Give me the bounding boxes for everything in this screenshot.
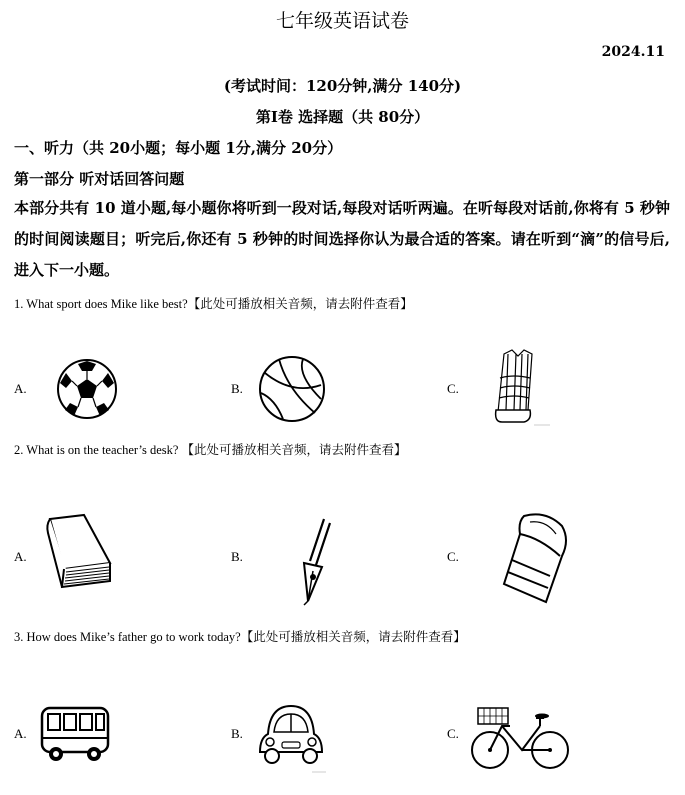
exam-info: (考试时间：120分钟,满分 140分): [223, 77, 462, 95]
question-3-option-b-label: B.: [231, 726, 243, 741]
book-icon: [44, 513, 116, 591]
question-2-text: 2. What is on the teacher’s desk? 【此处可播放相关音频，请去附件查看】: [14, 443, 407, 457]
question-1-text: 1. What sport does Mike like best?【此处可播放相关音频，请去附件查看】: [14, 297, 413, 311]
exam-date: 2024.11: [601, 44, 665, 60]
question-1-option-c-label: C.: [447, 381, 459, 396]
shuttlecock-icon: [488, 348, 552, 428]
question-1-option-a-label: A.: [14, 381, 27, 396]
fountain-pen-icon: [284, 515, 344, 607]
volume-title: 第Ⅰ卷 选择题（共 80分）: [255, 108, 430, 126]
soccer-ball-icon: [56, 357, 118, 421]
question-3-text: 3. How does Mike’s father go to work today?【此处可播放相关音频，请去附件查看】: [14, 630, 466, 644]
section-heading: 一、听力（共 20小题；每小题 1分,满分 20分）: [14, 139, 343, 157]
part-heading: 第一部分 听对话回答问题: [14, 170, 185, 188]
eraser-icon: [500, 512, 570, 604]
bicycle-icon: [470, 704, 570, 772]
question-1-option-b-label: B.: [231, 381, 243, 396]
car-icon: [256, 700, 326, 776]
question-3-option-a-label: A.: [14, 726, 27, 741]
question-3-option-c-label: C.: [447, 726, 459, 741]
question-2-option-a-label: A.: [14, 549, 27, 564]
question-2-option-c-label: C.: [447, 549, 459, 564]
question-2-option-b-label: B.: [231, 549, 243, 564]
page-title: 七年级英语试卷: [275, 10, 409, 32]
instructions: 本部分共有 10 道小题,每小题你将听到一段对话,每段对话听两遍。在听每段对话前,你将有 5 秒钟的时间阅读题目；听完后,你还有 5 秒钟的时间选择你认为最合适的答案。请在听到“滴”的信号后,进入下一小题。: [14, 199, 670, 279]
bus-icon: [38, 704, 112, 766]
basketball-icon: [257, 355, 327, 423]
